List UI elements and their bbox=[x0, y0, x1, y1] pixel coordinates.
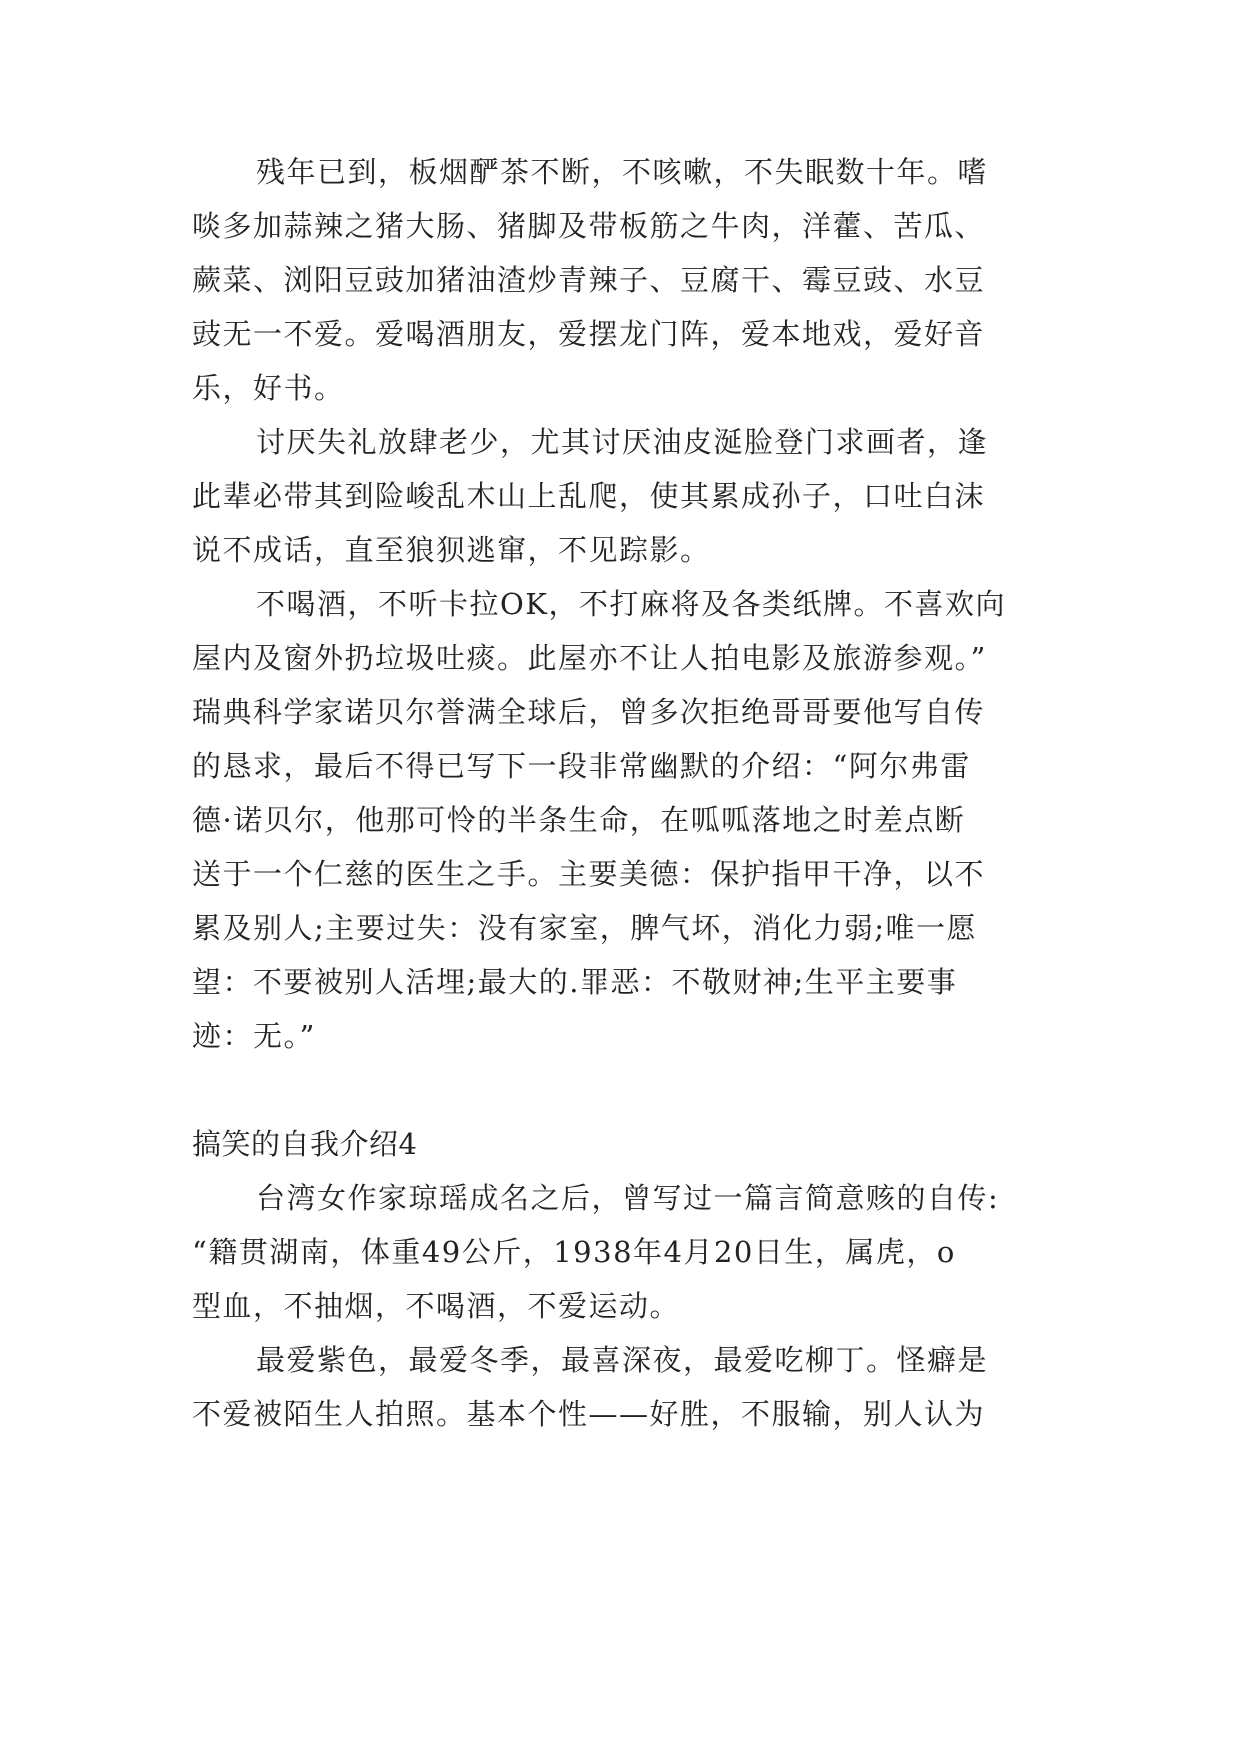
paragraph-line: 残年已到，板烟酽茶不断，不咳嗽，不失眠数十年。嗜 bbox=[256, 155, 989, 189]
section-heading: 搞笑的自我介绍4 bbox=[192, 1127, 418, 1161]
paragraph-line: 屋内及窗外扔垃圾吐痰。此屋亦不让人拍电影及旅游参观。” bbox=[192, 641, 987, 675]
paragraph-line: 的恳求，最后不得已写下一段非常幽默的介绍：“阿尔弗雷 bbox=[192, 749, 971, 783]
paragraph-line: 豉无一不爱。爱喝酒朋友，爱摆龙门阵，爱本地戏，爱好音 bbox=[192, 317, 986, 351]
paragraph-line: 蕨菜、浏阳豆豉加猪油渣炒青辣子、豆腐干、霉豆豉、水豆 bbox=[192, 263, 986, 297]
paragraph-line: “籍贯湖南，体重49公斤，1938年4月20日生，属虎，o bbox=[192, 1235, 956, 1269]
paragraph-line: 最爱紫色，最爱冬季，最喜深夜，最爱吃柳丁。怪癖是 bbox=[256, 1343, 989, 1377]
paragraph-line: 台湾女作家琼瑶成名之后，曾写过一篇言简意赅的自传: bbox=[256, 1181, 1000, 1215]
paragraph-line: 德·诺贝尔，他那可怜的半条生命，在呱呱落地之时差点断 bbox=[192, 803, 966, 837]
paragraph-line: 讨厌失礼放肆老少，尤其讨厌油皮涎脸登门求画者，逢 bbox=[256, 425, 989, 459]
paragraph-line: 此辈必带其到险峻乱木山上乱爬，使其累成孙子，口吐白沫 bbox=[192, 479, 986, 513]
paragraph-line: 乐，好书。 bbox=[192, 371, 345, 405]
paragraph-line: 型血，不抽烟，不喝酒，不爱运动。 bbox=[192, 1289, 681, 1323]
paragraph-line: 送于一个仁慈的医生之手。主要美德：保护指甲干净，以不 bbox=[192, 857, 986, 891]
paragraph-line: 不爱被陌生人拍照。基本个性——好胜，不服输，别人认为 bbox=[192, 1397, 986, 1431]
paragraph-line: 瑞典科学家诺贝尔誉满全球后，曾多次拒绝哥哥要他写自传 bbox=[192, 695, 986, 729]
paragraph-line: 说不成话，直至狼狈逃窜，不见踪影。 bbox=[192, 533, 711, 567]
paragraph-line: 不喝酒，不听卡拉OK，不打麻将及各类纸牌。不喜欢向 bbox=[256, 587, 1006, 621]
paragraph-line: 望：不要被别人活埋;最大的.罪恶：不敬财神;生平主要事 bbox=[192, 965, 958, 999]
paragraph-line: 累及别人;主要过失：没有家室，脾气坏，消化力弱;唯一愿 bbox=[192, 911, 978, 945]
paragraph-line: 啖多加蒜辣之猪大肠、猪脚及带板筋之牛肉，洋藿、苦瓜、 bbox=[192, 209, 986, 243]
paragraph-line: 迹：无。” bbox=[192, 1019, 316, 1053]
